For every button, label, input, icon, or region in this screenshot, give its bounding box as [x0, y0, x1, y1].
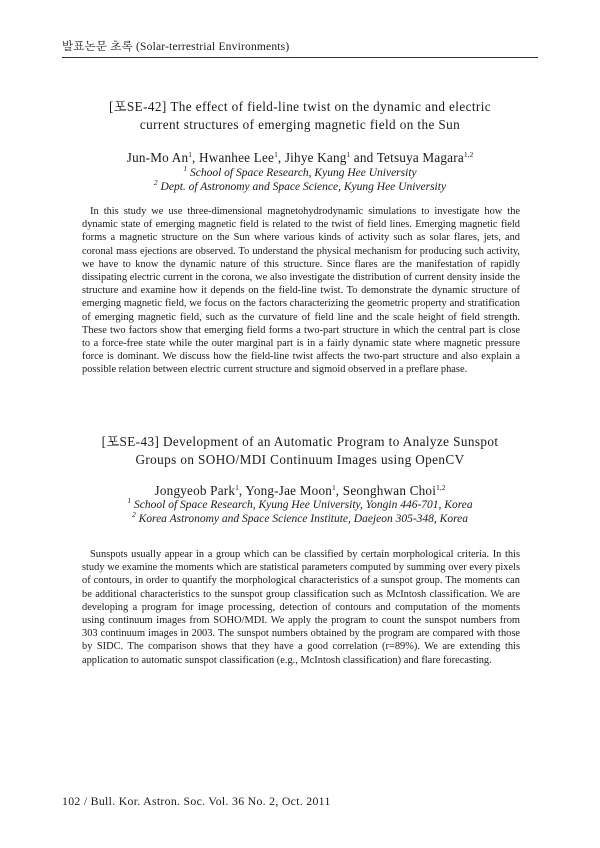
- affiliation-text: Korea Astronomy and Space Science Institute, Daejeon 305-348, Korea: [138, 513, 468, 525]
- affiliation-text: School of Space Research, Kyung Hee University: [189, 167, 417, 179]
- paper-1-title-line-2: current structures of emerging magnetic field on the Sun: [139, 117, 461, 132]
- paper-1-title-line-1: [포SE-42] The effect of field-line twist on the dynamic and electric: [108, 99, 492, 114]
- author-name: Jihye Kang: [284, 150, 347, 165]
- author-superscript: 1: [235, 483, 239, 492]
- affiliation-superscript: 1: [127, 496, 132, 505]
- author-superscript: 1: [332, 483, 336, 492]
- author-separator: ,: [192, 150, 200, 165]
- author-separator: ,: [238, 483, 246, 498]
- author-name: Tetsuya Magara: [376, 150, 464, 165]
- author-superscript: 1: [188, 150, 193, 159]
- author-separator: and: [350, 150, 377, 165]
- author-name: Jongyeob Park: [154, 483, 236, 498]
- author-separator: ,: [335, 483, 343, 498]
- author-superscript: 1,2: [463, 150, 474, 159]
- author-superscript: 1: [346, 150, 351, 159]
- author-name: Seonghwan Choi: [342, 483, 437, 498]
- author-name: Hwanhee Lee: [199, 150, 275, 165]
- paper-2-title-line-2: Groups on SOHO/MDI Continuum Images using OpenCV: [135, 452, 465, 467]
- page-footer: 102 / Bull. Kor. Astron. Soc. Vol. 36 No. 2, Oct. 2011: [62, 794, 331, 808]
- paper-1-title: [62, 98, 538, 134]
- author-superscript: 1: [274, 150, 278, 159]
- affiliation-superscript: 2: [153, 178, 158, 187]
- header-rule: [62, 57, 538, 58]
- author-name: Yong-Jae Moon: [245, 483, 333, 498]
- running-header: 발표논문 초록 (Solar-terrestrial Environments): [62, 41, 290, 53]
- paper-1-affiliation-2: [62, 176, 538, 195]
- paper-2-title: [62, 433, 538, 469]
- paper-1-abstract: In this study we use three-dimensional magnetohydrodynamic simulations to investigate how the dynamic state of emerging magnetic field is related to the twist of field lines. Emerging magnetic field forms a magnetic structure on the Sun where various kinds of activity such as solar flares, jets, and coronal mass ejections are observed. To understand the physical mechanism for producing such activity, we have to know the dynamic nature of this structure. Since flares are the manifestation of rapidly dissipating electric current in the corona, we also investigate the distribution of current density inside the structure and examine how it depends on the field-line twist. To demonstrate the dynamic structure of emerging magnetic field, we focus on the factors characterizing the geometric property and stratification of emerging magnetic field, such as the curvature of field line and the scale height of field strength. These two factors show that emerging field forms a two-part structure in which the central part is close to a force-free state while the outer marginal part is in a fairly dynamic state where magnetic pressure force is dominant. We discuss how the field-line twist affects the two-part structure and also explain a possible relation between electric current structure and sigmoid observed in a preflare phase.: [82, 206, 520, 376]
- affiliation-superscript: 2: [131, 510, 136, 519]
- author-name: Jun-Mo An: [126, 150, 189, 165]
- affiliation-text: Dept. of Astronomy and Space Science, Kyung Hee University: [160, 181, 447, 193]
- paper-2-abstract: Sunspots usually appear in a group which can be classified by certain morphological criteria. In this study we examine the moments which are statistical parameters computed by summing over every pixels of contours, in order to quantify the morphological characteristics of a sunspot group. The moments can be additional characteristics to the sunspot group classification such as McIntosh classification. We are developing a program for image processing, detection of contours and computation of the moments using continuum images from SOHO/MDI. We apply the program to count the sunspot numbers from 303 continuum images in 2003. The sunspot numbers obtained by the program are compared with those by SIDC. The comparison shows that they have a good correlation (r=89%). We are extending this application to automatic sunspot classification (e.g., McIntosh classification) and flare forecasting.: [82, 549, 520, 666]
- author-superscript: 1,2: [436, 483, 446, 492]
- paper-2-affiliation-2: [62, 508, 538, 527]
- paper-2-title-line-1: [포SE-43] Development of an Automatic Program to Analyze Sunspot: [101, 434, 499, 449]
- author-separator: ,: [277, 150, 285, 165]
- affiliation-text: School of Space Research, Kyung Hee University, Yongin 446-701, Korea: [134, 499, 473, 511]
- affiliation-superscript: 1: [183, 164, 188, 173]
